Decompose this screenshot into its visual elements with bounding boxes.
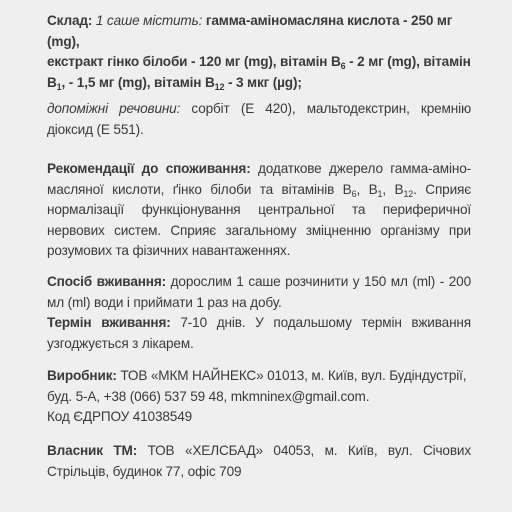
owner-text: ТОВ «ХЕЛСБАД» 04053, м. Київ, вул. Січових Стрільців, будинок 77, офіс 709 <box>47 443 471 479</box>
composition-label: Склад: <box>47 13 93 28</box>
usage-text: дорослим 1 саше розчинити у 150 мл (ml) - 200 мл (ml) води і приймати 1 раз на добу. <box>47 274 471 310</box>
owner-section <box>47 441 471 482</box>
recommendations-text: . Сприяє нормалізації функціонування центральної та периферичної нервових систем. Сприяє загальному зміцненню організму при розумових та фізичних навантаженнях. <box>47 181 472 259</box>
subscript: 1 <box>377 188 383 199</box>
subscript: 1 <box>56 81 62 92</box>
usage-section <box>47 272 471 354</box>
composition-line-2 <box>47 52 471 73</box>
subscript: 6 <box>340 61 346 72</box>
subscript: 12 <box>214 81 225 92</box>
manufacturer-line-1 <box>47 366 471 387</box>
recommendations-text: , B <box>382 181 404 197</box>
owner-label: Власник ТМ: <box>47 443 138 458</box>
composition-line-2-text: екстракт гінко білоби - 120 мг (mg), вітамін B <box>47 54 341 70</box>
recommendations-label: Рекомендації до споживання: <box>47 161 251 176</box>
composition-line-3-text: B <box>47 74 57 90</box>
manufacturer-section <box>47 366 471 428</box>
excipients-label: допоміжні речовини: <box>47 101 181 116</box>
composition-line-3 <box>47 73 471 94</box>
excipients-text: сорбіт (E 420), мальтодекстрин, кремнію діоксид (E 551). <box>47 101 471 137</box>
composition-line-2-tail: - 2 мг (mg), вітамін <box>345 54 471 70</box>
composition-intro: 1 саше містить: <box>95 13 203 28</box>
term-label: Термін вживання: <box>47 315 171 331</box>
recommendations-text: , B <box>356 181 378 197</box>
composition-line-1-text: гамма-аміномасляна кислота - 250 мг (mg), <box>47 13 453 49</box>
usage-label: Спосіб вживання: <box>47 274 167 289</box>
recommendations-section <box>47 159 471 262</box>
term-text: 7-10 днів. У подальшому термін вживання узгоджується з лікарем. <box>47 315 471 351</box>
composition-line-3-tail: - 3 мкг (µg); <box>224 74 302 90</box>
usage-paragraph <box>47 272 471 313</box>
manufacturer-contacts: буд. 5-А, +38 (066) 537 59 48, mkmninex@gmail.com. <box>47 388 370 404</box>
subscript: 12 <box>403 188 414 199</box>
composition-section <box>47 11 471 93</box>
term-paragraph <box>47 313 471 354</box>
manufacturer-label: Виробник: <box>47 368 117 383</box>
excipients-section <box>47 99 471 140</box>
composition-line-1 <box>47 11 471 52</box>
recommendations-text: додаткове джерело гамма-аміно-масляної кислоти, ґінко білоби та вітамінів B <box>47 161 472 197</box>
manufacturer-address: ТОВ «МКМ НАЙНЕКС» 01013, м. Київ, вул. Будіндустрії, <box>116 368 467 383</box>
composition-line-3-mid: , - 1,5 мг (mg), вітамін B <box>61 74 215 90</box>
subscript: 6 <box>351 188 357 199</box>
manufacturer-edrpou: Код ЄДРПОУ 41038549 <box>47 409 193 425</box>
